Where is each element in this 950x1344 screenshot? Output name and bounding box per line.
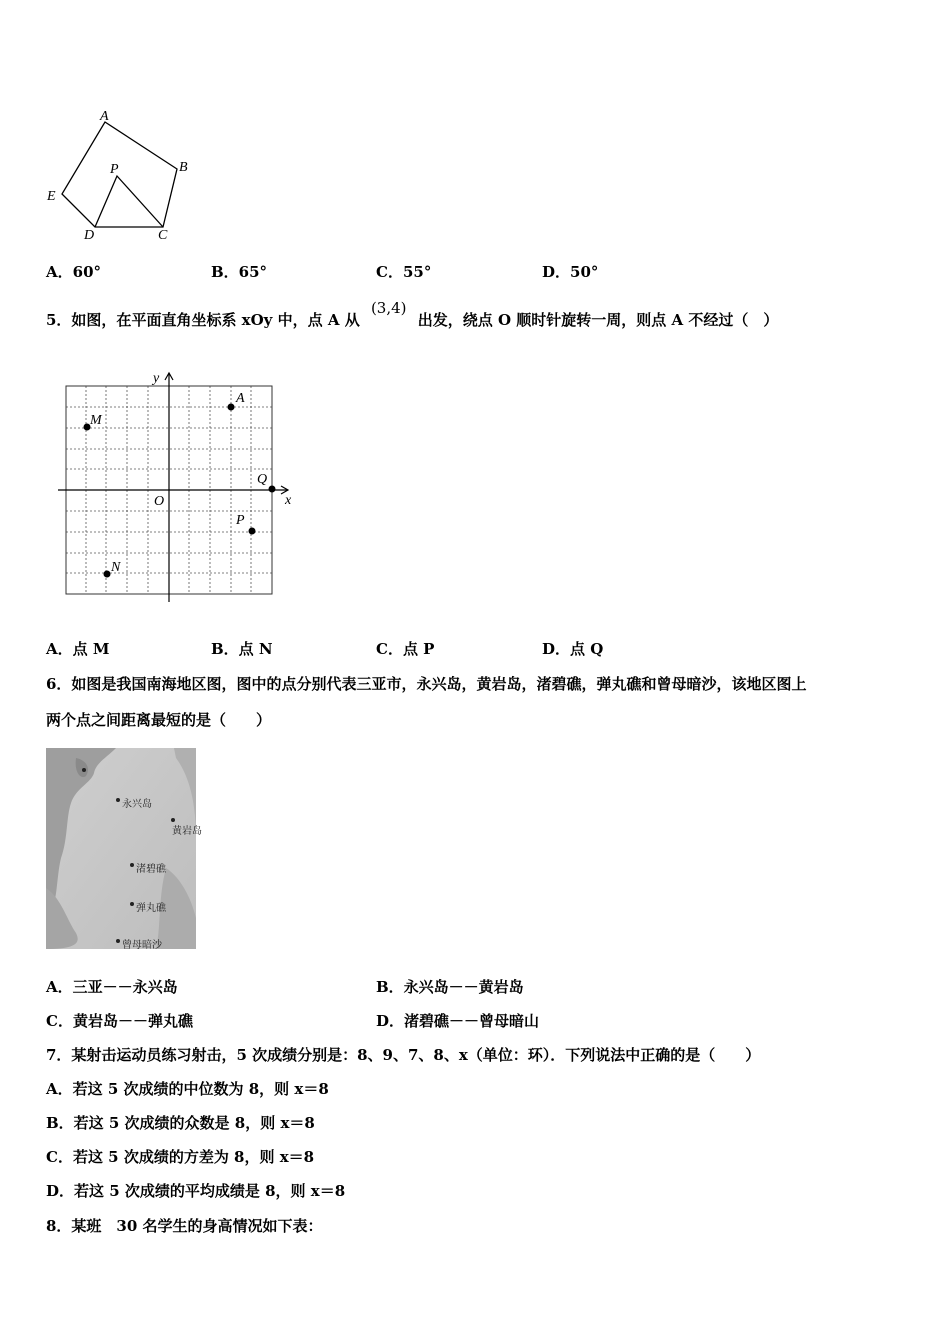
dot-yongxing xyxy=(116,798,120,802)
q6-stem-line2: 两个点之间距离最短的是（ ） xyxy=(46,711,272,729)
label-p: P xyxy=(110,162,119,177)
south-china-sea-map xyxy=(46,748,202,951)
q6-option-a[interactable]: A．三亚－－永兴岛 xyxy=(46,978,178,996)
map-graphic xyxy=(46,748,196,949)
map-label-danwan: 弹丸礁 xyxy=(136,903,166,914)
point-a xyxy=(228,404,235,411)
label-d: D xyxy=(84,228,95,243)
label-c: C xyxy=(158,228,168,243)
pentagon-abedc xyxy=(62,122,177,227)
label-p: P xyxy=(236,513,245,528)
dot-zengmu xyxy=(116,939,120,943)
point-n xyxy=(104,571,111,578)
dot-sanya xyxy=(82,768,86,772)
q5-option-d[interactable]: D．点 Q xyxy=(542,640,604,658)
map-label-zengmu: 曾母暗沙 xyxy=(122,940,162,951)
triangle-pdc xyxy=(95,176,163,227)
q6-option-d[interactable]: D．渚碧礁－－曾母暗山 xyxy=(376,1012,540,1030)
q6-option-c[interactable]: C．黄岩岛－－弹丸礁 xyxy=(46,1012,193,1030)
q4-option-c[interactable]: C．55° xyxy=(376,263,432,281)
label-n: N xyxy=(111,560,121,575)
label-x: x xyxy=(285,493,292,508)
dot-danwan xyxy=(130,902,134,906)
q5-option-a[interactable]: A．点 M xyxy=(46,640,110,658)
map-label-zhubi: 渚碧礁 xyxy=(136,864,166,875)
label-o: O xyxy=(154,494,165,509)
q5-option-c[interactable]: C．点 P xyxy=(376,640,435,658)
q4-geometry-figure xyxy=(40,105,200,245)
q5-stem xyxy=(46,299,779,330)
point-p xyxy=(249,528,256,535)
label-m: M xyxy=(90,413,102,428)
q4-option-d[interactable]: D．50° xyxy=(542,263,599,281)
label-y: y xyxy=(153,371,160,386)
q5-stem-after: 出发，绕点 O 顺时针旋转一周，则点 A 不经过（ ） xyxy=(417,311,779,329)
q6-stem-line1: 6．如图是我国南海地区图，图中的点分别代表三亚市，永兴岛，黄岩岛，渚碧礁，弹丸礁和曾母暗沙，该地区图上 xyxy=(46,675,807,693)
q5-coordinate: (3,4) xyxy=(370,299,407,317)
point-q xyxy=(269,486,276,493)
label-a: A xyxy=(236,391,245,406)
map-label-huangyan: 黄岩岛 xyxy=(172,826,202,837)
q7-option-a[interactable]: A．若这 5 次成绩的中位数为 8，则 x＝8 xyxy=(46,1080,329,1098)
q7-option-c[interactable]: C．若这 5 次成绩的方差为 8，则 x＝8 xyxy=(46,1148,315,1166)
q6-option-b[interactable]: B．永兴岛－－黄岩岛 xyxy=(376,978,524,996)
label-a: A xyxy=(100,109,109,124)
label-e: E xyxy=(47,189,56,204)
dot-zhubi xyxy=(130,863,134,867)
label-b: B xyxy=(179,160,188,175)
q7-stem: 7．某射击运动员练习射击，5 次成绩分别是：8、9、7、8、x（单位：环）．下列说法中正确的是（ ） xyxy=(46,1046,761,1064)
label-q: Q xyxy=(257,472,268,487)
q7-option-d[interactable]: D．若这 5 次成绩的平均成绩是 8，则 x＝8 xyxy=(46,1182,346,1200)
q8-stem: 8．某班 30 名学生的身高情况如下表： xyxy=(46,1217,323,1235)
q5-stem-before: 5．如图，在平面直角坐标系 xOy 中，点 A 从 xyxy=(46,311,360,329)
q7-option-b[interactable]: B．若这 5 次成绩的众数是 8，则 x＝8 xyxy=(46,1114,315,1132)
q5-coordinate-grid xyxy=(50,365,300,610)
q4-option-a[interactable]: A．60° xyxy=(46,263,102,281)
q5-option-b[interactable]: B．点 N xyxy=(211,640,273,658)
q4-option-b[interactable]: B．65° xyxy=(211,263,268,281)
map-label-yongxing: 永兴岛 xyxy=(122,799,152,810)
